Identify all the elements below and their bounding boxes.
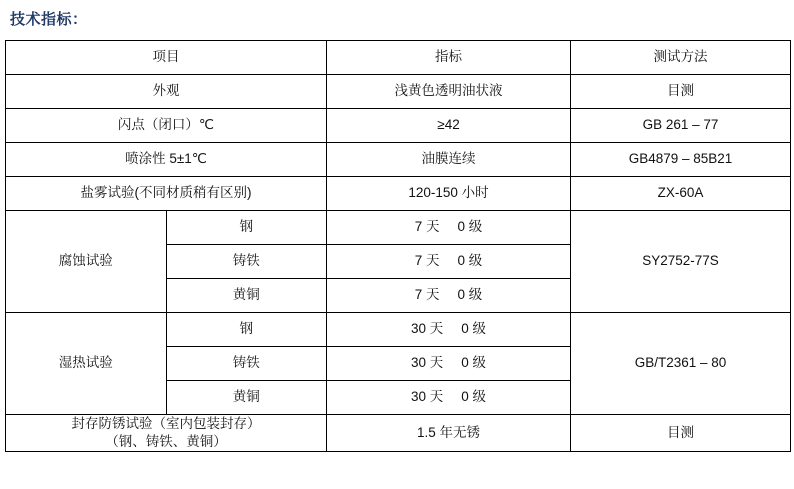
- table-row: [6, 177, 791, 211]
- row-method: GB 261 – 77: [571, 109, 791, 143]
- humidity-row-steel: [6, 313, 791, 347]
- row-index: 浅黄色透明油状液: [327, 75, 571, 109]
- row-item: 闪点（闭口）℃: [6, 109, 327, 143]
- humidity-material: 黄铜: [166, 381, 327, 415]
- corrosion-grade: 0 级: [457, 287, 483, 303]
- storage-method: 目测: [571, 415, 791, 452]
- table-header-row: [6, 41, 791, 75]
- header-item: 项目: [6, 41, 327, 75]
- corrosion-material: 钢: [166, 211, 327, 245]
- page-title: 技术指标：: [10, 11, 88, 28]
- row-item: 盐雾试验(不同材质稍有区别): [6, 177, 327, 211]
- header-index: 指标: [327, 41, 571, 75]
- humidity-days: 30 天: [410, 321, 444, 337]
- humidity-test-label: 湿热试验: [6, 313, 167, 415]
- table-row: [6, 109, 791, 143]
- corrosion-grade: 0 级: [457, 253, 483, 269]
- technical-specifications-table: [5, 40, 791, 452]
- humidity-grade: 0 级: [461, 321, 487, 337]
- humidity-material: 钢: [166, 313, 327, 347]
- table-row: [6, 75, 791, 109]
- storage-index: 1.5 年无锈: [327, 415, 571, 452]
- humidity-days: 30 天: [410, 355, 444, 371]
- corrosion-result: [327, 245, 571, 279]
- row-index: 油膜连续: [327, 143, 571, 177]
- storage-item-line1: 封存防锈试验（室内包装封存）: [71, 416, 261, 431]
- storage-test-row: [6, 415, 791, 452]
- storage-test-item: [6, 415, 327, 452]
- row-method: ZX-60A: [571, 177, 791, 211]
- corrosion-material: 黄铜: [166, 279, 327, 313]
- humidity-method: GB/T2361 – 80: [571, 313, 791, 415]
- humidity-result: [327, 381, 571, 415]
- storage-item-line2: （钢、铸铁、黄铜）: [105, 434, 227, 450]
- row-index: 120-150 小时: [327, 177, 571, 211]
- corrosion-test-label: 腐蚀试验: [6, 211, 167, 313]
- row-method: 目测: [571, 75, 791, 109]
- corrosion-days: 7 天: [414, 287, 440, 303]
- humidity-result: [327, 313, 571, 347]
- corrosion-row-steel: [6, 211, 791, 245]
- header-method: 测试方法: [571, 41, 791, 75]
- row-index: ≥42: [327, 109, 571, 143]
- corrosion-method: SY2752-77S: [571, 211, 791, 313]
- humidity-grade: 0 级: [461, 355, 487, 371]
- humidity-days: 30 天: [410, 389, 444, 405]
- row-method: GB4879 – 85B21: [571, 143, 791, 177]
- corrosion-result: [327, 279, 571, 313]
- row-item: 喷涂性 5±1℃: [6, 143, 327, 177]
- corrosion-days: 7 天: [414, 219, 440, 235]
- corrosion-material: 铸铁: [166, 245, 327, 279]
- humidity-result: [327, 347, 571, 381]
- corrosion-result: [327, 211, 571, 245]
- corrosion-grade: 0 级: [457, 219, 483, 235]
- humidity-material: 铸铁: [166, 347, 327, 381]
- table-row: [6, 143, 791, 177]
- humidity-grade: 0 级: [461, 389, 487, 405]
- corrosion-days: 7 天: [414, 253, 440, 269]
- row-item: 外观: [6, 75, 327, 109]
